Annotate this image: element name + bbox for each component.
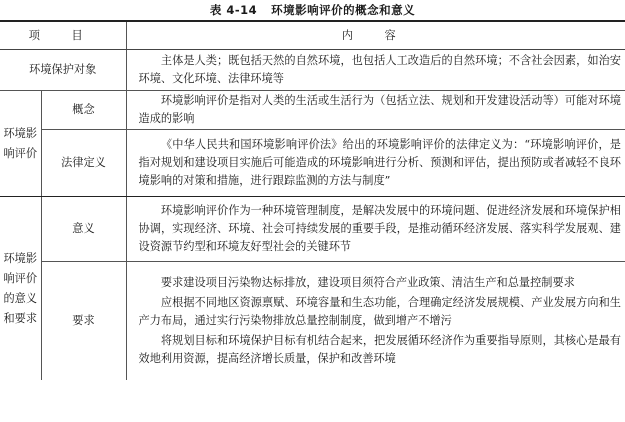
header-content: 内 容 — [126, 21, 625, 50]
requirement-item: 应根据不同地区资源禀赋、环境容量和生态功能，合理确定经济发展规模、产业发展方向和生产力布局，通过实行污染物排放总量控制制度，做到增产不增污 — [138, 296, 621, 327]
category-significance-text: 环境影响评价的意义和要求 — [3, 251, 38, 325]
row-content-legal — [126, 130, 625, 197]
row-label-legal: 法律定义 — [41, 130, 126, 197]
table-title — [0, 2, 625, 18]
row-content-meaning — [126, 197, 625, 262]
category-significance — [0, 197, 41, 381]
table-title-text: 环境影响评价的概念和意义 — [271, 3, 416, 17]
row-content-concept — [126, 91, 625, 130]
category-eia — [0, 91, 41, 197]
cell-text: 环境影响评价是指对人类的生活或生活行为（包括立法、规划和开发建设活动等）可能对环境造成的影响 — [138, 94, 621, 125]
table-row — [0, 130, 625, 197]
row-label-concept: 概念 — [41, 91, 126, 130]
table-row — [0, 50, 625, 91]
cell-text: 主体是人类；既包括天然的自然环境，也包括人工改造后的自然环境；不含社会因素，如治安环境、文化环境、法律环境等 — [138, 54, 621, 85]
table-row — [0, 91, 625, 130]
row-label-meaning: 意义 — [41, 197, 126, 262]
row-label-protection-object: 环境保护对象 — [0, 50, 126, 91]
requirement-item: 将规划目标和环境保护目标有机结合起来，把发展循环经济作为重要指导原则，其核心是最有效地利用资源，提高经济增长质量，保护和改善环境 — [138, 334, 621, 365]
header-item: 项 目 — [0, 21, 126, 50]
cell-text: 环境影响评价作为一种环境管理制度，是解决发展中的环境问题、促进经济发展和环境保护相协调，实现经济、环境、社会可持续发展的重要手段，是推动循环经济发展、落实科学发展观、建设资源节约型和环境友好型社会的关键环节 — [138, 204, 621, 253]
row-content-requirement — [126, 262, 625, 381]
table-number: 表 4-14 — [209, 3, 258, 17]
cell-text: 《中华人民共和国环境影响评价法》给出的环境影响评价的法律定义为：“环境影响评价，是指对规划和建设项目实施后可能造成的环境影响进行分析、预测和评估，提出预防或者减轻不良环境影响的对策和措施，进行跟踪监测的方法与制度” — [138, 138, 621, 187]
category-eia-text: 环境影响评价 — [3, 126, 38, 160]
table-row — [0, 262, 625, 381]
row-label-requirement: 要求 — [41, 262, 126, 381]
row-content-protection-object — [126, 50, 625, 91]
table-row — [0, 197, 625, 262]
concept-table — [0, 20, 625, 380]
requirement-item: 要求建设项目污染物达标排放，建设项目须符合产业政策、清洁生产和总量控制要求 — [160, 276, 575, 289]
header-row — [0, 21, 625, 50]
